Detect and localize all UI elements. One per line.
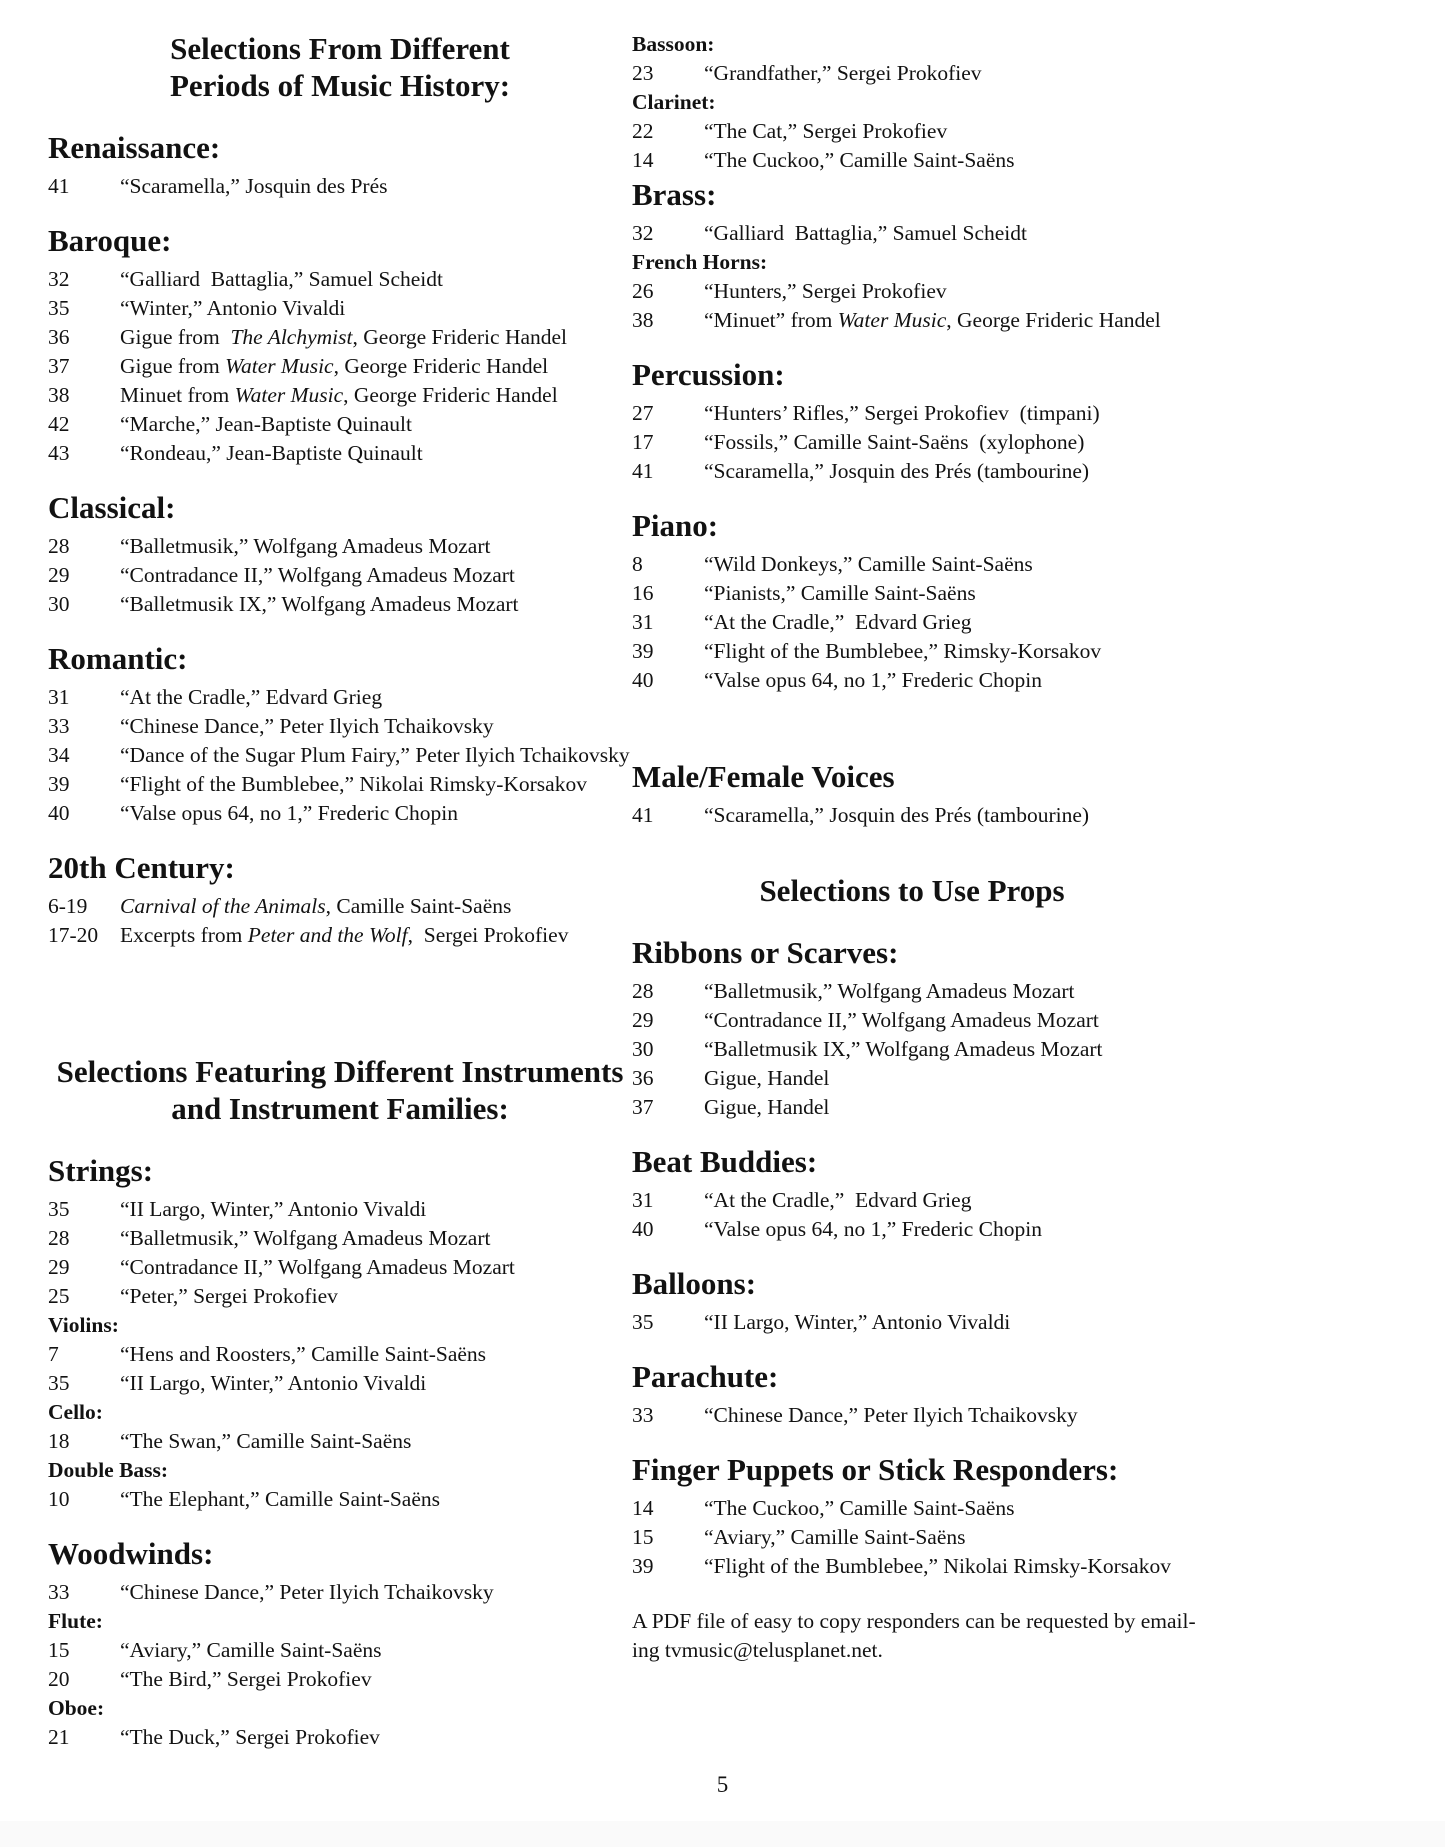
item-number: 15: [632, 1525, 654, 1549]
list-item: [48, 921, 632, 950]
item-text-segment: “Marche,” Jean-Baptiste Quinault: [120, 412, 412, 436]
item-number: 37: [48, 354, 70, 378]
item-number: 27: [632, 401, 654, 425]
spacer: [632, 695, 1445, 737]
item-text-segment: “Aviary,” Camille Saint-Saëns: [704, 1525, 966, 1549]
list-item: [48, 410, 632, 439]
item-text: [120, 352, 548, 381]
item-text-segment: Gigue from: [120, 325, 231, 349]
item-text-segment: “Galliard Battaglia,” Samuel Scheidt: [120, 267, 443, 291]
item-text: [704, 1035, 1103, 1064]
item-text-segment: “Aviary,” Camille Saint-Saëns: [120, 1638, 382, 1662]
item-number: 37: [632, 1095, 654, 1119]
item-text: [120, 1340, 486, 1369]
list-item: [48, 352, 632, 381]
item-number: 35: [48, 296, 70, 320]
item-text: [120, 439, 423, 468]
item-number: 20: [48, 1667, 70, 1691]
list-item: [632, 146, 1445, 175]
list-item: [48, 1369, 632, 1398]
item-number: 6-19: [48, 894, 88, 918]
item-text: [704, 1308, 1010, 1337]
list-item: [632, 1308, 1445, 1337]
item-text-segment: The Alchymist: [230, 325, 353, 349]
item-number: 35: [48, 1371, 70, 1395]
item-text-segment: Carnival of the Animals: [120, 894, 326, 918]
item-text-segment: “Contradance II,” Wolfgang Amadeus Mozart: [120, 563, 515, 587]
item-text: [120, 1369, 426, 1398]
item-number: 29: [632, 1008, 654, 1032]
item-text: [120, 1723, 380, 1752]
item-text-segment: Water Music: [837, 308, 947, 332]
list-item: [48, 532, 632, 561]
item-text-segment: “Balletmusik IX,” Wolfgang Amadeus Mozart: [704, 1037, 1103, 1061]
item-text-segment: “The Cuckoo,” Camille Saint-Saëns: [704, 1496, 1015, 1520]
item-text-segment: “Balletmusik,” Wolfgang Amadeus Mozart: [120, 534, 491, 558]
item-text-segment: “Dance of the Sugar Plum Fairy,” Peter Ilyich Tchaikovsky: [120, 743, 630, 767]
sub-heading: Oboe:: [48, 1696, 105, 1720]
list-item: [632, 457, 1445, 486]
item-text: [120, 741, 630, 770]
section-heading: Baroque:: [48, 223, 172, 258]
item-text: [120, 1282, 338, 1311]
item-number: 32: [632, 221, 654, 245]
section-title-line: and Instrument Families:: [171, 1091, 509, 1126]
section-title: [632, 872, 1192, 909]
section-title-line: Selections From Different: [170, 31, 510, 66]
spacer: [48, 950, 632, 1053]
list-item: [632, 579, 1445, 608]
item-text-segment: “Chinese Dance,” Peter Ilyich Tchaikovsky: [120, 1580, 494, 1604]
list-item: [48, 561, 632, 590]
item-text: [704, 1064, 829, 1093]
item-text-segment: “Scaramella,” Josquin des Prés (tambourine): [704, 803, 1090, 827]
item-text-segment: “Minuet” from: [704, 308, 838, 332]
list-item: [632, 637, 1445, 666]
item-text: [704, 666, 1042, 695]
item-text-segment: “Flight of the Bumblebee,” Nikolai Rimsky-Korsakov: [120, 772, 587, 796]
list-item: [48, 1340, 632, 1369]
item-text: [704, 1215, 1042, 1244]
list-item: [632, 1035, 1445, 1064]
item-number: 38: [48, 383, 70, 407]
item-number: 28: [632, 979, 654, 1003]
item-number: 42: [48, 412, 70, 436]
item-number: 31: [48, 685, 70, 709]
section-heading: Romantic:: [48, 641, 188, 676]
list-item: [632, 550, 1445, 579]
item-text: [704, 1552, 1171, 1581]
item-text-segment: , George Frideric Handel: [333, 354, 549, 378]
note: [632, 1607, 1445, 1665]
item-text: [704, 1401, 1078, 1430]
list-item: [632, 1186, 1445, 1215]
list-item: [48, 294, 632, 323]
item-number: 41: [632, 803, 654, 827]
sub-heading: Clarinet:: [632, 90, 716, 114]
item-number: 23: [632, 61, 654, 85]
spacer: [632, 830, 1445, 872]
item-text-segment: , Camille Saint-Saëns: [325, 894, 512, 918]
item-text: [120, 1665, 372, 1694]
item-number: 38: [632, 308, 654, 332]
item-text: [120, 770, 587, 799]
item-text-segment: “Flight of the Bumblebee,” Rimsky-Korsakov: [704, 639, 1102, 663]
item-text: [120, 1578, 494, 1607]
section-heading: Finger Puppets or Stick Responders:: [632, 1452, 1119, 1487]
item-number: 18: [48, 1429, 70, 1453]
item-text-segment: Gigue from: [120, 354, 226, 378]
list-item: [632, 1552, 1445, 1581]
item-text-segment: “Fossils,” Camille Saint-Saëns (xylophone): [704, 430, 1085, 454]
item-text-segment: “Rondeau,” Jean-Baptiste Quinault: [120, 441, 423, 465]
item-text-segment: “Hunters’ Rifles,” Sergei Prokofiev (timpani): [704, 401, 1100, 425]
section-title-line: Periods of Music History:: [169, 68, 511, 103]
list-item: [48, 683, 632, 712]
section-heading: Male/Female Voices: [632, 759, 895, 794]
list-item: [48, 381, 632, 410]
item-number: 7: [48, 1342, 59, 1366]
item-number: 35: [632, 1310, 654, 1334]
item-number: 28: [48, 1226, 70, 1250]
section-heading: Renaissance:: [48, 130, 221, 165]
item-number: 17: [632, 430, 654, 454]
item-number: 14: [632, 1496, 654, 1520]
item-text-segment: “Pianists,” Camille Saint-Saëns: [704, 581, 976, 605]
item-number: 14: [632, 148, 654, 172]
list-item: [48, 265, 632, 294]
item-number: 39: [632, 639, 654, 663]
item-text: [704, 117, 947, 146]
item-text: [704, 146, 1014, 175]
item-number: 35: [48, 1197, 70, 1221]
list-item: [48, 1485, 632, 1514]
item-number: 41: [632, 459, 654, 483]
item-number: 29: [48, 563, 70, 587]
list-item: [632, 801, 1445, 830]
item-text: [120, 1636, 382, 1665]
list-item: [632, 277, 1445, 306]
section-heading: Balloons:: [632, 1266, 757, 1301]
item-text: [704, 457, 1089, 486]
section-heading: Percussion:: [632, 357, 785, 392]
list-item: [48, 770, 632, 799]
section-heading: Beat Buddies:: [632, 1144, 818, 1179]
item-text: [704, 801, 1089, 830]
item-number: 30: [632, 1037, 654, 1061]
item-number: 32: [48, 267, 70, 291]
list-item: [632, 1093, 1445, 1122]
item-text-segment: “II Largo, Winter,” Antonio Vivaldi: [120, 1197, 427, 1221]
section-heading: 20th Century:: [48, 850, 235, 885]
item-text: [704, 277, 947, 306]
item-text: [120, 1195, 426, 1224]
list-item: [48, 1723, 632, 1752]
list-item: [48, 439, 632, 468]
item-number: 39: [48, 772, 70, 796]
item-text-segment: “Balletmusik,” Wolfgang Amadeus Mozart: [120, 1226, 491, 1250]
item-text: [704, 1186, 971, 1215]
list-item: [632, 1064, 1445, 1093]
item-text-segment: “Balletmusik IX,” Wolfgang Amadeus Mozart: [120, 592, 519, 616]
list-item: [632, 1006, 1445, 1035]
item-text-segment: “Contradance II,” Wolfgang Amadeus Mozart: [704, 1008, 1099, 1032]
item-number: 8: [632, 552, 643, 576]
item-text-segment: Gigue, Handel: [704, 1095, 830, 1119]
list-item: [48, 1195, 632, 1224]
item-text-segment: Peter and the Wolf: [247, 923, 408, 947]
section-heading: Parachute:: [632, 1359, 779, 1394]
item-number: 40: [48, 801, 70, 825]
item-number: 33: [48, 1580, 70, 1604]
item-text-segment: “Scaramella,” Josquin des Prés (tambourine): [704, 459, 1090, 483]
item-text: [120, 1485, 440, 1514]
item-number: 17-20: [48, 923, 99, 947]
list-item: [48, 1578, 632, 1607]
list-item: [632, 399, 1445, 428]
list-item: [48, 1665, 632, 1694]
item-text: [704, 306, 1161, 335]
item-text: [704, 977, 1074, 1006]
list-item: [632, 59, 1445, 88]
list-item: [48, 1427, 632, 1456]
item-text: [704, 608, 971, 637]
item-text-segment: “Chinese Dance,” Peter Ilyich Tchaikovsky: [704, 1403, 1078, 1427]
item-number: 36: [48, 325, 70, 349]
section-title-line: Selections to Use Props: [759, 873, 1065, 908]
item-text: [120, 323, 567, 352]
item-text-segment: Water Music: [234, 383, 344, 407]
item-text: [704, 1006, 1099, 1035]
section-title-line: Selections Featuring Different Instruments: [56, 1054, 624, 1089]
item-number: 33: [632, 1403, 654, 1427]
item-number: 28: [48, 534, 70, 558]
item-number: 15: [48, 1638, 70, 1662]
item-text: [120, 532, 490, 561]
item-text-segment: “The Elephant,” Camille Saint-Saëns: [120, 1487, 441, 1511]
sub-heading: Double Bass:: [48, 1458, 169, 1482]
item-text: [120, 294, 345, 323]
item-text: [120, 172, 387, 201]
list-item: [48, 1282, 632, 1311]
item-text-segment: “Wild Donkeys,” Camille Saint-Saëns: [704, 552, 1033, 576]
item-text-segment: “Grandfather,” Sergei Prokofiev: [704, 61, 982, 85]
section-heading: Brass:: [632, 177, 717, 212]
list-item: [632, 306, 1445, 335]
item-text-segment: “Galliard Battaglia,” Samuel Scheidt: [704, 221, 1027, 245]
item-number: 43: [48, 441, 70, 465]
item-text: [120, 712, 494, 741]
item-text-segment: Gigue, Handel: [704, 1066, 830, 1090]
item-text-segment: “Flight of the Bumblebee,” Nikolai Rimsky-Korsakov: [704, 1554, 1171, 1578]
item-text-segment: “The Cuckoo,” Camille Saint-Saëns: [704, 148, 1015, 172]
list-item: [48, 712, 632, 741]
item-text: [120, 1427, 411, 1456]
item-text: [120, 381, 558, 410]
list-item: [632, 1215, 1445, 1244]
item-text: [704, 59, 982, 88]
list-item: [48, 1224, 632, 1253]
list-item: [632, 117, 1445, 146]
list-item: [48, 172, 632, 201]
item-number: 22: [632, 119, 654, 143]
item-text-segment: “The Cat,” Sergei Prokofiev: [704, 119, 948, 143]
item-text-segment: “Contradance II,” Wolfgang Amadeus Mozart: [120, 1255, 515, 1279]
item-number: 31: [632, 1188, 654, 1212]
sub-heading: Flute:: [48, 1609, 103, 1633]
item-text: [704, 399, 1100, 428]
item-text-segment: , George Frideric Handel: [343, 383, 558, 407]
list-item: [632, 666, 1445, 695]
list-item: [48, 892, 632, 921]
section-heading: Piano:: [632, 508, 719, 543]
item-text: [120, 1224, 490, 1253]
item-number: 36: [632, 1066, 654, 1090]
item-text: [704, 637, 1101, 666]
list-item: [48, 741, 632, 770]
item-text-segment: “Scaramella,” Josquin des Prés: [120, 174, 388, 198]
item-text-segment: “Hunters,” Sergei Prokofiev: [704, 279, 947, 303]
bottom-band: [0, 1821, 1445, 1847]
item-number: 41: [48, 174, 70, 198]
item-text-segment: Minuet from: [120, 383, 235, 407]
note-line: ing tvmusic@telusplanet.net.: [632, 1638, 883, 1662]
item-text-segment: “Winter,” Antonio Vivaldi: [120, 296, 346, 320]
item-text-segment: “Hens and Roosters,” Camille Saint-Saëns: [120, 1342, 487, 1366]
left-column: [0, 0, 632, 1752]
list-item: [48, 323, 632, 352]
note-line: A PDF file of easy to copy responders can be requested by email-: [632, 1609, 1196, 1633]
list-item: [632, 977, 1445, 1006]
section-title: [48, 1053, 632, 1127]
section-heading: Classical:: [48, 490, 176, 525]
item-text: [120, 1253, 515, 1282]
item-number: 39: [632, 1554, 654, 1578]
list-item: [632, 608, 1445, 637]
section-heading: Woodwinds:: [48, 1536, 214, 1571]
sub-heading: French Horns:: [632, 250, 768, 274]
item-text-segment: “Valse opus 64, no 1,” Frederic Chopin: [704, 1217, 1042, 1241]
item-number: 21: [48, 1725, 70, 1749]
item-text-segment: Water Music: [225, 354, 334, 378]
item-text-segment: Excerpts from: [120, 923, 248, 947]
item-number: 16: [632, 581, 654, 605]
item-text-segment: , George Frideric Handel: [352, 325, 568, 349]
item-text-segment: “At the Cradle,” Edvard Grieg: [704, 610, 972, 634]
item-text-segment: “Chinese Dance,” Peter Ilyich Tchaikovsky: [120, 714, 494, 738]
section-heading: Ribbons or Scarves:: [632, 935, 899, 970]
list-item: [632, 219, 1445, 248]
sub-heading: Bassoon:: [632, 32, 715, 56]
item-text: [120, 265, 443, 294]
item-text: [120, 683, 382, 712]
item-text-segment: “The Bird,” Sergei Prokofiev: [120, 1667, 372, 1691]
item-text-segment: , George Frideric Handel: [946, 308, 1161, 332]
item-number: 30: [48, 592, 70, 616]
item-number: 10: [48, 1487, 70, 1511]
item-text-segment: “Valse opus 64, no 1,” Frederic Chopin: [120, 801, 458, 825]
item-text: [704, 550, 1033, 579]
item-number: 29: [48, 1255, 70, 1279]
item-number: 25: [48, 1284, 70, 1308]
item-text-segment: “The Duck,” Sergei Prokofiev: [120, 1725, 380, 1749]
item-text: [120, 921, 568, 950]
list-item: [632, 1523, 1445, 1552]
list-item: [632, 1494, 1445, 1523]
item-text: [120, 410, 412, 439]
item-text-segment: “At the Cradle,” Edvard Grieg: [704, 1188, 972, 1212]
item-text-segment: “Balletmusik,” Wolfgang Amadeus Mozart: [704, 979, 1075, 1003]
item-text: [704, 428, 1084, 457]
item-text-segment: “Valse opus 64, no 1,” Frederic Chopin: [704, 668, 1042, 692]
item-number: 34: [48, 743, 70, 767]
item-number: 26: [632, 279, 654, 303]
item-text-segment: “Peter,” Sergei Prokofiev: [120, 1284, 338, 1308]
item-text: [120, 799, 458, 828]
item-text: [704, 1494, 1014, 1523]
item-text-segment: “II Largo, Winter,” Antonio Vivaldi: [120, 1371, 427, 1395]
section-heading: Strings:: [48, 1153, 154, 1188]
page-number: 5: [716, 1772, 729, 1797]
list-item: [632, 1401, 1445, 1430]
list-item: [48, 590, 632, 619]
item-text-segment: , Sergei Prokofiev: [407, 923, 569, 947]
item-number: 40: [632, 1217, 654, 1241]
item-text: [704, 579, 976, 608]
item-text: [120, 892, 511, 921]
item-text: [704, 1523, 966, 1552]
sub-heading: Violins:: [48, 1313, 119, 1337]
list-item: [632, 428, 1445, 457]
item-text: [120, 561, 515, 590]
item-text-segment: “II Largo, Winter,” Antonio Vivaldi: [704, 1310, 1011, 1334]
item-number: 33: [48, 714, 70, 738]
item-text: [704, 219, 1027, 248]
item-text: [120, 590, 519, 619]
item-text-segment: “At the Cradle,” Edvard Grieg: [120, 685, 383, 709]
item-text-segment: “The Swan,” Camille Saint-Saëns: [120, 1429, 412, 1453]
list-item: [48, 1253, 632, 1282]
item-number: 40: [632, 668, 654, 692]
right-column: [632, 0, 1445, 1665]
sub-heading: Cello:: [48, 1400, 103, 1424]
item-text: [704, 1093, 829, 1122]
list-item: [48, 1636, 632, 1665]
section-title: [48, 30, 632, 104]
list-item: [48, 799, 632, 828]
item-number: 31: [632, 610, 654, 634]
